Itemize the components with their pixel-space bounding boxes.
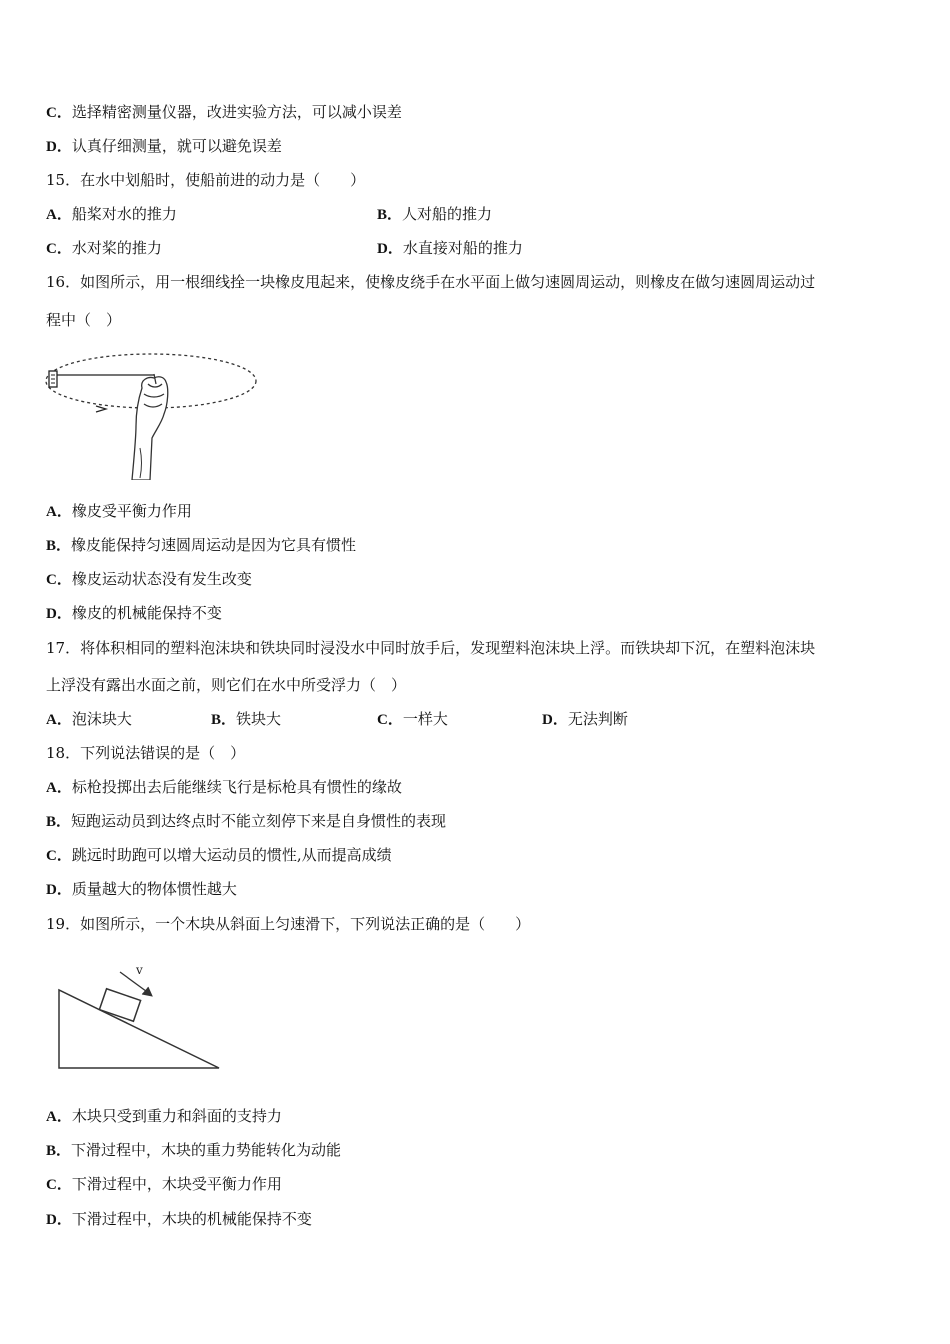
option-17b [211,709,281,730]
option-label: A． [46,207,72,223]
question-19-stem: 19．如图所示，一个木块从斜面上匀速滑下，下列说法正确的是（ ） [46,915,531,933]
option-text: 下滑过程中，木块受平衡力作用 [71,1175,282,1193]
option-text: 质量越大的物体惯性越大 [71,880,237,898]
option-label: D． [46,606,72,622]
option-label: C． [377,712,403,728]
option-text: 认真仔细测量，就可以避免误差 [71,137,282,155]
option-text: 下滑过程中，木块的机械能保持不变 [71,1210,312,1228]
q19-figure-incline [54,958,224,1074]
direction-arrow-icon [96,406,106,412]
option-14c [46,102,402,123]
option-15c [46,238,162,259]
option-16b [46,535,356,556]
option-text: 下滑过程中，木块的重力势能转化为动能 [71,1141,342,1159]
option-text: 橡皮的机械能保持不变 [71,604,222,622]
wood-block [99,989,140,1022]
option-label: C． [46,1177,72,1193]
hand-icon [132,374,168,480]
option-17d [542,709,628,730]
option-text: 无法判断 [567,710,628,728]
option-16a [46,501,192,522]
option-text: 橡皮运动状态没有发生改变 [71,570,252,588]
option-19b [46,1140,341,1161]
option-text: 短跑运动员到达终点时不能立刻停下来是自身惯性的表现 [71,812,447,830]
option-18d [46,879,237,900]
option-15a [46,204,177,225]
velocity-label: v [136,963,143,977]
option-text: 船桨对水的推力 [71,205,177,223]
option-16c [46,569,252,590]
option-15d [377,238,523,259]
option-18c [46,845,392,866]
question-15-stem: 15．在水中划船时，使船前进的动力是（ ） [46,171,366,189]
q16-figure-rubber-circle [44,348,264,480]
option-label: D． [46,882,72,898]
option-label: B． [377,207,403,223]
option-text: 水直接对船的推力 [402,239,523,257]
option-19a [46,1106,282,1127]
question-16-stem-line1: 16．如图所示，用一根细线拴一块橡皮甩起来，使橡皮绕手在水平面上做匀速圆周运动，则橡皮在做匀速圆周运动过 [46,273,816,291]
option-label: D． [377,241,403,257]
option-label: A． [46,1109,72,1125]
option-17c [377,709,448,730]
option-text: 木块只受到重力和斜面的支持力 [71,1107,282,1125]
question-17-stem-line2: 上浮没有露出水面之前，则它们在水中所受浮力（ ） [46,676,407,694]
option-text: 橡皮受平衡力作用 [71,502,192,520]
option-text: 选择精密测量仪器，改进实验方法，可以减小误差 [71,103,402,121]
option-text: 人对船的推力 [402,205,493,223]
option-label: B． [46,814,72,830]
option-label: C． [46,572,72,588]
option-label: C． [46,241,72,257]
question-17-stem-line1: 17．将体积相同的塑料泡沫块和铁块同时浸没水中同时放手后，发现塑料泡沫块上浮。而铁块却下沉，在塑料泡沫块 [46,639,816,657]
option-label: B． [46,1143,72,1159]
question-16-stem-line2: 程中（ ） [46,311,122,329]
option-text: 铁块大 [236,710,282,728]
option-label: A． [46,504,72,520]
option-14d [46,136,282,157]
option-label: B． [211,712,237,728]
option-text: 泡沫块大 [71,710,132,728]
option-label: D． [46,139,72,155]
option-label: D． [46,1212,72,1228]
option-17a [46,709,132,730]
option-text: 跳远时助跑可以增大运动员的惯性,从而提高成绩 [71,846,392,864]
option-19d [46,1209,312,1230]
question-18-stem: 18．下列说法错误的是（ ） [46,744,246,762]
option-text: 橡皮能保持匀速圆周运动是因为它具有惯性 [71,536,357,554]
option-label: C． [46,105,72,121]
option-label: B． [46,538,72,554]
option-text: 标枪投掷出去后能继续飞行是标枪具有惯性的缘故 [71,778,402,796]
option-label: A． [46,712,72,728]
option-18b [46,811,446,832]
option-18a [46,777,402,798]
option-15b [377,204,492,225]
option-label: A． [46,780,72,796]
option-text: 一样大 [402,710,448,728]
option-19c [46,1174,282,1195]
option-label: C． [46,848,72,864]
option-label: D． [542,712,568,728]
option-16d [46,603,222,624]
option-text: 水对桨的推力 [71,239,162,257]
